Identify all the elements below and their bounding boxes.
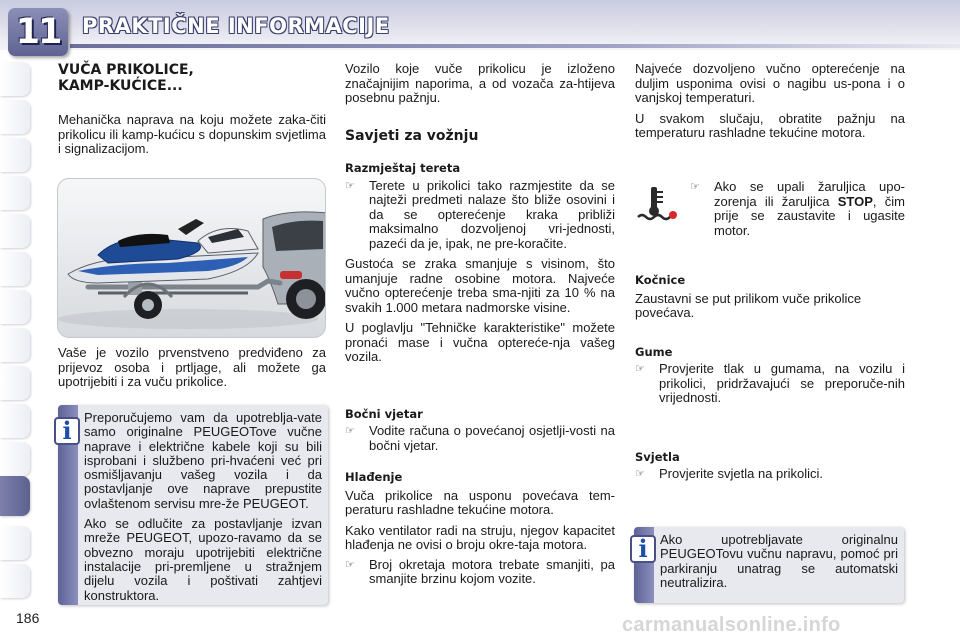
- info-box-content: [660, 533, 898, 590]
- chapter-tab[interactable]: [0, 442, 30, 476]
- column-3: [635, 62, 905, 141]
- chapter-tab[interactable]: [0, 526, 30, 560]
- max-load-paragraph: Najveće dozvoljeno vučno opterećenje na duljim usponima ovisi o nagibu us-pona i o vanjskoj temperaturi.: [635, 61, 905, 105]
- coolant-temperature-warning-icon: [636, 185, 678, 225]
- chapter-tab[interactable]: [0, 404, 30, 438]
- chapter-tab[interactable]: [0, 138, 30, 172]
- column-1: [58, 62, 326, 157]
- column-3-lower: [635, 273, 905, 482]
- vehicle-purpose-paragraph: Vaše je vozilo prvenstveno predviđeno za prijevoz osoba i prtljage, ali možete ga upotrijebiti i za vuču prikolice.: [58, 345, 326, 389]
- chapter-tab[interactable]: [0, 214, 30, 248]
- info-paragraph: Ako se odlučite za postavljanje izvan mreže PEUGEOT, upozo-ravamo da se obvezno moraju upotrijebiti električne instalacije pri-premljene u stražnjem dijelu vozila i poštivati zahtjevi konstruktora.: [84, 516, 322, 603]
- jetski-trailer-image: [58, 179, 326, 338]
- col1-after-image: [58, 346, 326, 390]
- warning-text-part: Ako se upali žaruljica upo-zorenja ili žaruljica: [714, 179, 905, 209]
- info-box-parking-assist: [634, 527, 904, 603]
- page-title: PRAKTIČNE INFORMACIJE: [82, 14, 390, 38]
- section-heading: [58, 62, 326, 94]
- chapter-tab[interactable]: [0, 62, 30, 96]
- chapter-tab[interactable]: [0, 290, 30, 324]
- chapter-tab[interactable]: [0, 564, 30, 598]
- chapter-number: 11: [15, 12, 61, 52]
- chapter-tab[interactable]: [0, 176, 30, 210]
- brakes-paragraph: Zaustavni se put prilikom vuče prikolice povećava.: [635, 290, 862, 320]
- bullet-text: Provjerite tlak u gumama, na vozilu i prikolici, pridržavajući se preporuče-nih vrijednosti.: [659, 361, 905, 405]
- bullet-item: [635, 362, 905, 406]
- hand-pointer-icon: ☞: [635, 468, 645, 480]
- info-paragraph: Preporučujemo vam da upotreblja-vate samo originalne PEUGEOTove vučne naprave i električne kabele koji su bili isprobani i službeno pri-hvaćeni već pri osmišljavanju vašeg vozila i da postavljanje ove naprave prepustite ovlaštenom servisu mre-že PEUGEOT.: [84, 410, 322, 511]
- stop-label: STOP: [837, 193, 873, 209]
- section-heading: Savjeti za vožnju: [345, 127, 479, 144]
- chapter-tab[interactable]: [0, 328, 30, 362]
- watermark: carmanualsonline.info: [622, 614, 841, 636]
- cooling-paragraph: Vuča prikolice na usponu povećava tem-peraturu rashladne tekućine motora.: [345, 487, 615, 517]
- chapter-tab[interactable]: [0, 100, 30, 134]
- chapter-tab[interactable]: [0, 366, 30, 400]
- hand-pointer-icon: ☞: [690, 181, 700, 193]
- cooling-paragraph: Kako ventilator radi na struju, njegov kapacitet hlađenja ne ovisi o broju okre-taja motora.: [345, 522, 615, 552]
- bullet-item: [345, 558, 615, 587]
- bullet-item: [345, 179, 615, 252]
- info-paragraph: Ako upotrebljavate originalnu PEUGEOTovu vučnu napravu, pomoć pri parkiranju unatrag se automatski neutralizira.: [660, 532, 898, 590]
- intro-paragraph: Vozilo koje vuče prikolicu je izloženo značajnijim naporima, a od vozača za-htijeva posebnu pažnju.: [345, 61, 615, 105]
- hand-pointer-icon: ☞: [345, 179, 355, 192]
- info-icon: i: [54, 417, 80, 445]
- warning-text-part: , čim prije se zaustavite i ugasite motor.: [714, 193, 905, 238]
- hand-pointer-icon: ☞: [635, 363, 645, 375]
- header-rule: [70, 44, 960, 48]
- subheading-brakes: Kočnice: [635, 273, 686, 287]
- subheading-tyres: Gume: [635, 344, 673, 359]
- page-number: 186: [16, 610, 40, 626]
- bullet-item: [345, 424, 615, 453]
- chapter-tab-active[interactable]: [0, 476, 30, 516]
- coolant-paragraph: U svakom slučaju, obratite pažnju na temperaturu rashladne tekućine motora.: [635, 110, 905, 140]
- intro-paragraph: Mehanička naprava na koju možete zaka-čiti prikolicu ili kamp-kućicu s dopunskim svjetlima i signalizacijom.: [58, 112, 326, 156]
- hand-pointer-icon: ☞: [345, 558, 355, 571]
- bullet-item: [690, 180, 905, 238]
- chapter-tab[interactable]: [0, 252, 30, 286]
- subheading-load: Razmještaj tereta: [345, 161, 461, 175]
- towing-illustration: [57, 178, 326, 338]
- bullet-text: Broj okretaja motora trebate smanjiti, pa smanjite brzinu kojom vozite.: [369, 556, 615, 586]
- air-density-paragraph: Gustoća se zraka smanjuje s visinom, što umanjuje radne osobine motora. Najveće vučno opterećenje treba sma-njiti za 10 % na svakih 1.000 metara nadmorske visine.: [345, 256, 615, 315]
- subheading-crosswind: Bočni vjetar: [345, 406, 423, 421]
- subheading-cooling: Hlađenje: [345, 470, 403, 484]
- bullet-text: Vodite računa o povećanoj osjetlji-vosti na bočni vjetar.: [369, 423, 615, 453]
- info-icon: i: [630, 535, 656, 563]
- hand-pointer-icon: ☞: [345, 425, 355, 437]
- bullet-item: [635, 467, 905, 482]
- chapter-tabs: [0, 62, 34, 622]
- warning-text: [714, 180, 905, 238]
- warning-block: [690, 180, 905, 238]
- bullet-text: Provjerite svjetla na prikolici.: [659, 466, 824, 481]
- subheading-lights: Svjetla: [635, 449, 680, 464]
- column-2: [345, 62, 615, 587]
- info-box-original-equipment: [58, 405, 328, 605]
- info-box-content: [84, 411, 322, 603]
- heading-line: KAMP-KUĆICE...: [58, 78, 183, 94]
- technical-chapter-paragraph: U poglavlju "Tehničke karakteristike" možete pronaći mase i vučna optereće-nja vašeg vozila.: [345, 320, 615, 364]
- bullet-text: Terete u prikolici tako razmjestite da se najteži predmeti nalaze što bliže osovini i da se opterećenje kraka približi maksimalno dozvoljenoj vri-jednosti, pazeći da je, ipak, ne pre-koračite.: [369, 177, 615, 251]
- heading-line: VUČA PRIKOLICE,: [58, 62, 194, 78]
